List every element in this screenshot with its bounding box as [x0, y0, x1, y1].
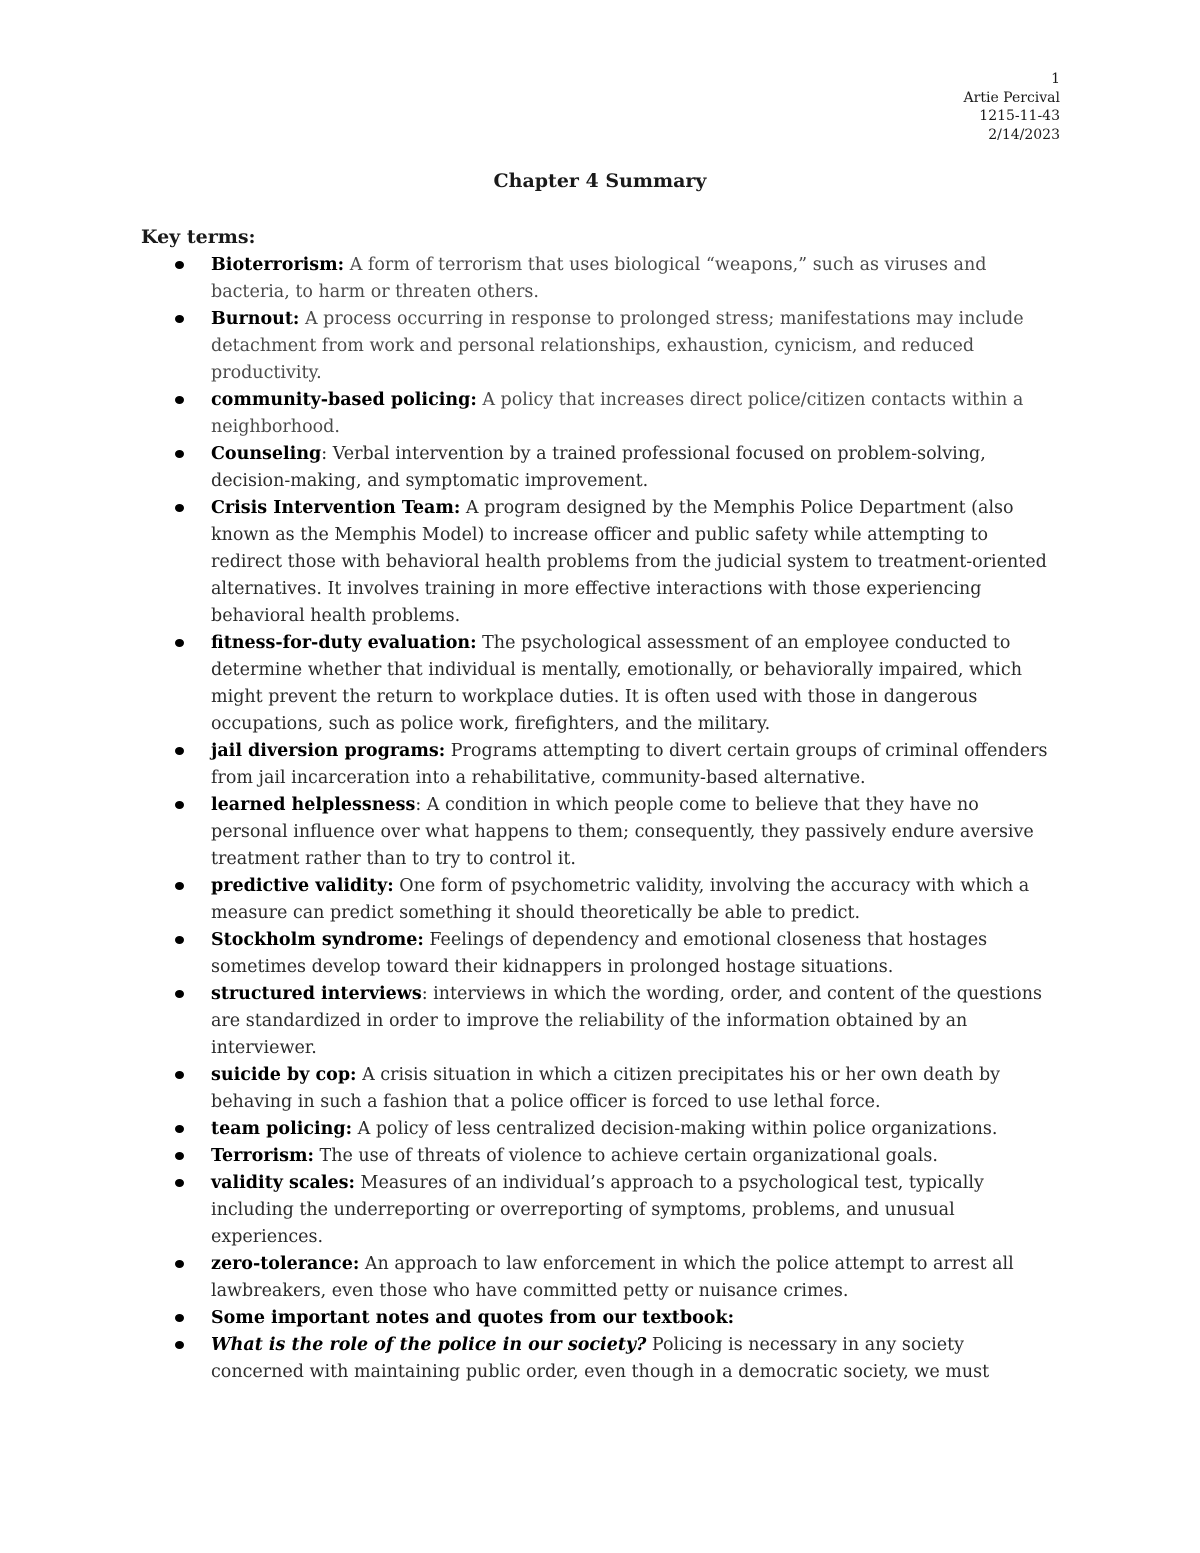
- key-terms-list: [211, 252, 1061, 1386]
- list-item: [211, 738, 1061, 792]
- term-name: Burnout:: [211, 309, 300, 329]
- term-definition: : Verbal intervention by a trained professional focused on problem-solving, decision-making, and symptomatic improvement.: [211, 444, 986, 491]
- term-definition: Programs attempting to divert certain groups of criminal offenders from jail incarceration into a rehabilitative, community-based alternative.: [211, 741, 1048, 788]
- term-definition: A policy of less centralized decision-making within police organizations.: [352, 1119, 998, 1139]
- bullet-icon: [175, 504, 184, 512]
- term-name: jail diversion programs:: [211, 741, 446, 761]
- document-date: 2/14/2023: [988, 126, 1060, 143]
- key-terms-heading: Key terms:: [141, 226, 256, 248]
- bullet-icon: [175, 936, 184, 944]
- course-id: 1215-11-43: [979, 108, 1060, 124]
- list-item: [211, 387, 1061, 441]
- bullet-icon: [175, 1260, 184, 1268]
- list-item: [211, 252, 1061, 306]
- term-name: validity scales:: [211, 1173, 355, 1193]
- bullet-icon: [175, 396, 184, 404]
- term-definition: : A condition in which people come to believe that they have no personal influence over what happens to them; consequently, they passively endure aversive treatment rather than to try to control it.: [211, 795, 1034, 869]
- term-name: suicide by cop:: [211, 1065, 357, 1085]
- term-name: Stockholm syndrome:: [211, 930, 424, 950]
- term-name: learned helplessness: [211, 795, 416, 815]
- term-definition: A process occurring in response to prolonged stress; manifestations may include detachment from work and personal relationships, exhaustion, cynicism, and reduced productivity.: [211, 309, 1024, 383]
- list-item: [211, 630, 1061, 738]
- term-name: structured interviews: [211, 984, 422, 1004]
- bullet-icon: [175, 261, 184, 269]
- term-definition: : interviews in which the wording, order, and content of the questions are standardized in order to improve the reliability of the information obtained by an interviewer.: [211, 984, 1042, 1058]
- bullet-icon: [175, 1152, 184, 1160]
- term-name: community-based policing:: [211, 390, 477, 410]
- bullet-icon: [175, 801, 184, 809]
- bullet-icon: [175, 882, 184, 890]
- term-name: Terrorism:: [211, 1146, 314, 1166]
- bullet-icon: [175, 747, 184, 755]
- list-item: [211, 792, 1061, 873]
- notes-heading-item: [211, 1305, 1061, 1332]
- question-answer: Policing is necessary in any society concerned with maintaining public order, even though in a democratic society, we must: [211, 1335, 990, 1382]
- list-item: [211, 1062, 1061, 1116]
- term-definition: A crisis situation in which a citizen precipitates his or her own death by behaving in such a fashion that a police officer is forced to use lethal force.: [211, 1065, 1001, 1112]
- term-definition: One form of psychometric validity, involving the accuracy with which a measure can predict something it should theoretically be able to predict.: [211, 876, 1030, 923]
- list-item: [211, 1143, 1061, 1170]
- page-header: [964, 70, 1060, 144]
- term-definition: A policy that increases direct police/citizen contacts within a neighborhood.: [211, 390, 1024, 437]
- page-title: Chapter 4 Summary: [493, 170, 707, 192]
- list-item: [211, 495, 1061, 630]
- list-item: [211, 1170, 1061, 1251]
- question-prompt: What is the role of the police in our society?: [211, 1335, 647, 1355]
- page-number: 1: [1051, 71, 1060, 87]
- author-name: Artie Percival: [963, 89, 1060, 106]
- bullet-icon: [175, 1179, 184, 1187]
- term-definition: A form of terrorism that uses biological “weapons,” such as viruses and bacteria, to harm or threaten others.: [211, 255, 987, 302]
- bullet-icon: [175, 450, 184, 458]
- question-item: [211, 1332, 1061, 1386]
- term-name: Crisis Intervention Team:: [211, 498, 461, 518]
- term-name: Bioterrorism:: [211, 255, 345, 275]
- term-definition: An approach to law enforcement in which the police attempt to arrest all lawbreakers, even those who have committed petty or nuisance crimes.: [211, 1254, 1014, 1301]
- term-definition: A program designed by the Memphis Police Department (also known as the Memphis Model) to increase officer and public safety while attempting to redirect those with behavioral health problems from the judicial system to treatment-oriented alternatives. It involves training in more effective interactions with those experiencing behavioral health problems.: [211, 498, 1047, 626]
- bullet-icon: [175, 1125, 184, 1133]
- term-definition: Feelings of dependency and emotional closeness that hostages sometimes develop toward their kidnappers in prolonged hostage situations.: [211, 930, 988, 977]
- term-name: team policing:: [211, 1119, 353, 1139]
- bullet-icon: [175, 1314, 184, 1322]
- list-item: [211, 306, 1061, 387]
- list-item: [211, 441, 1061, 495]
- bullet-icon: [175, 1071, 184, 1079]
- term-name: Counseling: [211, 444, 322, 464]
- term-name: predictive validity:: [211, 876, 394, 896]
- list-item: [211, 1116, 1061, 1143]
- bullet-icon: [175, 1341, 184, 1349]
- list-item: [211, 927, 1061, 981]
- term-name: fitness-for-duty evaluation:: [211, 633, 477, 653]
- list-item: [211, 981, 1061, 1062]
- bullet-icon: [175, 315, 184, 323]
- bullet-icon: [175, 639, 184, 647]
- term-definition: Measures of an individual’s approach to a psychological test, typically including the underreporting or overreporting of symptoms, problems, and unusual experiences.: [211, 1173, 984, 1247]
- notes-heading: Some important notes and quotes from our textbook:: [211, 1308, 735, 1328]
- list-item: [211, 873, 1061, 927]
- term-name: zero-tolerance:: [211, 1254, 360, 1274]
- bullet-icon: [175, 990, 184, 998]
- term-definition: The psychological assessment of an employee conducted to determine whether that individual is mentally, emotionally, or behaviorally impaired, which might prevent the return to workplace duties. It is often used with those in dangerous occupations, such as police work, firefighters, and the military.: [211, 633, 1022, 734]
- term-definition: The use of threats of violence to achieve certain organizational goals.: [313, 1146, 938, 1166]
- list-item: [211, 1251, 1061, 1305]
